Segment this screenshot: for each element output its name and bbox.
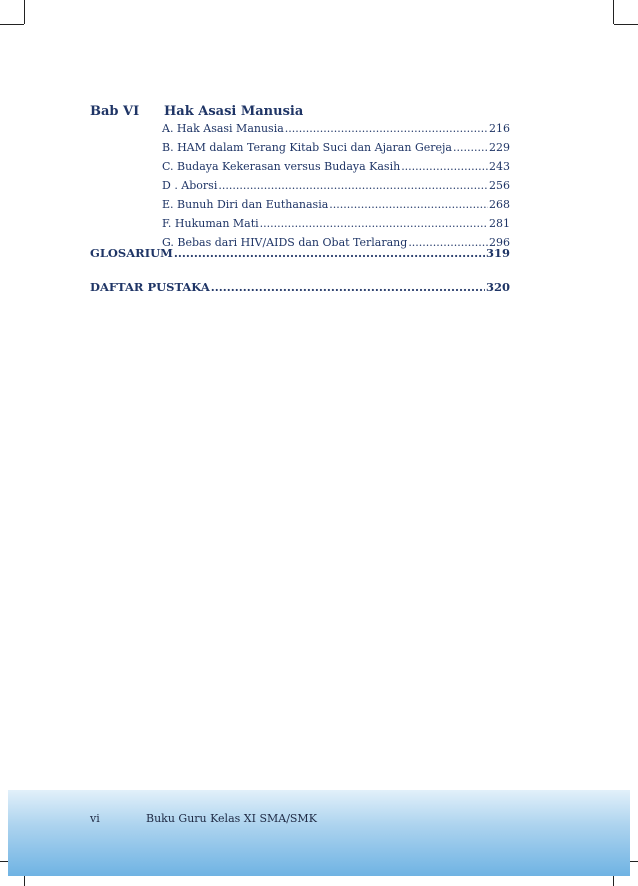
- footer-band: [8, 790, 630, 876]
- toc-entry-page: 296: [489, 236, 510, 249]
- bibliography-page: 320: [485, 280, 510, 294]
- toc-entry[interactable]: [162, 141, 510, 160]
- crop-mark: [0, 24, 24, 25]
- leader-dots: [211, 280, 485, 294]
- toc-entry-title: D . Aborsi: [162, 179, 218, 192]
- chapter-entries: [90, 122, 510, 255]
- toc-entry-title: B. HAM dalam Terang Kitab Suci dan Ajaran Gereja: [162, 141, 452, 154]
- bibliography-title: DAFTAR PUSTAKA: [90, 280, 210, 294]
- toc-entry-title: A. Hak Asasi Manusia: [162, 122, 284, 135]
- toc-entry-page: 216: [489, 122, 510, 135]
- footer-page-number: vi: [90, 812, 100, 825]
- toc-entry[interactable]: [162, 179, 510, 198]
- glossary-entry[interactable]: [90, 246, 510, 260]
- glossary-title: GLOSARIUM: [90, 246, 173, 260]
- toc-entry[interactable]: [162, 160, 510, 179]
- bibliography-entry[interactable]: [90, 280, 510, 294]
- crop-mark: [614, 24, 638, 25]
- leader-dots: [453, 141, 488, 154]
- toc-entry[interactable]: [162, 198, 510, 217]
- leader-dots: [218, 179, 488, 192]
- chapter-heading: [90, 104, 510, 122]
- leader-dots: [174, 246, 485, 260]
- toc-entry[interactable]: [162, 217, 510, 236]
- toc-entry-page: 229: [489, 141, 510, 154]
- leader-dots: [329, 198, 488, 211]
- toc-entry-page: 281: [489, 217, 510, 230]
- leader-dots: [285, 122, 488, 135]
- crop-mark: [613, 0, 614, 24]
- chapter-number: Bab VI: [90, 104, 140, 119]
- leader-dots: [260, 217, 488, 230]
- toc-entry-page: 268: [489, 198, 510, 211]
- glossary-page: 319: [485, 246, 510, 260]
- footer-book-title: Buku Guru Kelas XI SMA/SMK: [146, 812, 317, 825]
- toc-entry-title: G. Bebas dari HIV/AIDS dan Obat Terlarang: [162, 236, 408, 249]
- toc-entry-page: 256: [489, 179, 510, 192]
- toc-entry-title: C. Budaya Kekerasan versus Budaya Kasih: [162, 160, 401, 173]
- toc-entry-title: F. Hukuman Mati: [162, 217, 259, 230]
- toc-entry-title: E. Bunuh Diri dan Euthanasia: [162, 198, 329, 211]
- chapter-title: Hak Asasi Manusia: [164, 104, 304, 119]
- toc-entry-page: 243: [489, 160, 510, 173]
- toc-entry[interactable]: [162, 122, 510, 141]
- table-of-contents: [90, 104, 510, 255]
- leader-dots: [401, 160, 488, 173]
- crop-mark: [24, 0, 25, 24]
